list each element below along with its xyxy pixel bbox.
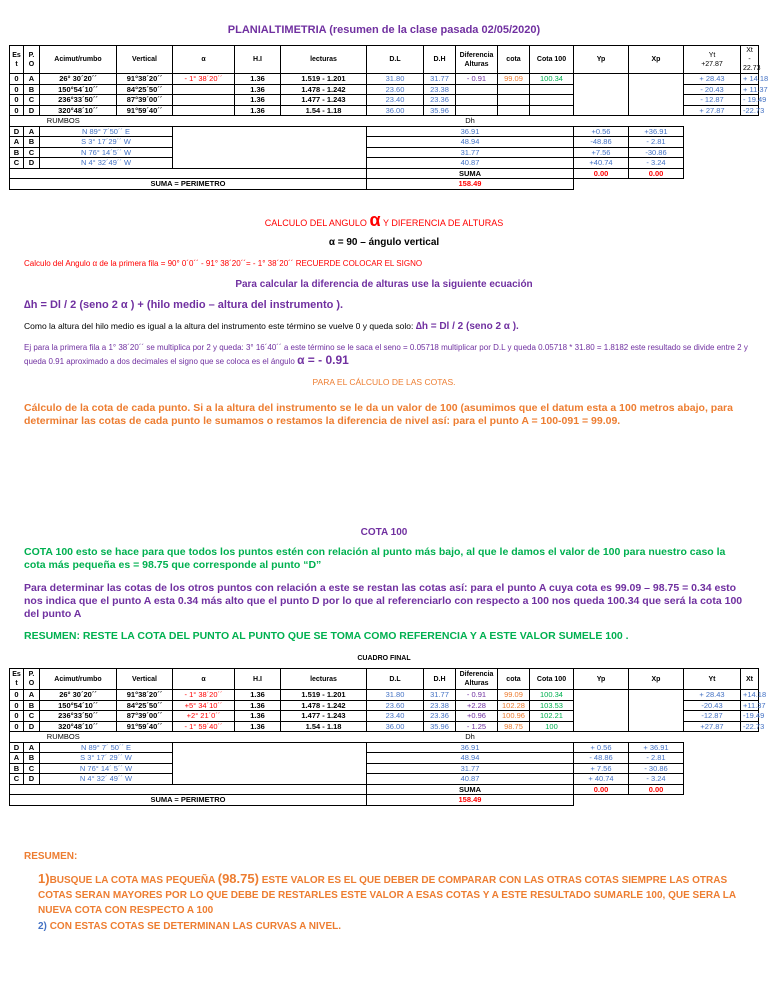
lecturas-cell: 1.519 - 1.201 — [281, 690, 367, 701]
suma-label: SUMA — [367, 784, 574, 795]
cota-cell: 99.09 — [498, 74, 530, 85]
cota-cell — [498, 105, 530, 116]
acimut-cell: 236°33´50´´ — [40, 711, 117, 722]
rumbo-cell: N 89° 7´ 50´´ E — [40, 742, 173, 753]
col-header: D.L — [367, 46, 424, 74]
rumbo-row — [10, 147, 759, 158]
resumen-title: RESUMEN: — [24, 851, 78, 862]
acimut-cell: 320°48´10´´ — [40, 721, 117, 732]
calc-line: Calculo del Angulo α de la primera fila = 90° 0´0´´ - 91° 38´20´´= - 1° 38´20´´ RECUERDE COLOCAR EL SIGNO — [24, 259, 423, 268]
yp-cell: +40.74 — [574, 158, 629, 169]
col-header: D.H — [424, 669, 456, 690]
col-header: Vertical — [117, 669, 173, 690]
como-formula: ∆h = Dl / 2 (seno 2 α ). — [415, 321, 519, 332]
spacer — [10, 168, 367, 179]
col-header: Xp — [629, 46, 684, 74]
from-cell: D — [10, 126, 24, 137]
rumbo-row — [10, 158, 759, 169]
perimetro-label: SUMA = PERIMETRO — [10, 795, 367, 806]
xt-cell: -22.73 — [741, 105, 759, 116]
dif-cell: - 0.91 — [456, 74, 498, 85]
yt-cell: - 12.87 — [684, 95, 741, 106]
rumbo-dh-cell: 40.87 — [367, 774, 574, 785]
rumbo-dh-cell: 48.94 — [367, 753, 574, 764]
xp-cell: - 2.81 — [629, 137, 684, 148]
table-row — [10, 74, 759, 85]
cota100-p2: Para determinar las cotas de los otros puntos con relación a este se restan las cotas así: para el punto A cuya cota es 99.09 – 98.75 = 0.34 esto nos indica que el punto A esta 0.34 más alto que el punto D por lo que al referenciarlo con respecto a 100 nos queda 100.34 que será la cota 100 del punto A — [24, 582, 743, 620]
spacer — [574, 732, 759, 743]
col-header: α — [173, 669, 235, 690]
ej-text: Ej para la primera fila a 1° 38´20´´ se multiplica por 2 y queda: 3° 16´40´´ a este término se le saca el seno = 0.05718 multiplicar por D.L y queda 0.05718 * 31.80 = 1.8182 este resultado se divide entre 2 y queda 0.91 aproximado a dos decimales el signo que se coloca es el ángulo — [24, 343, 748, 366]
lecturas-cell: 1.477 - 1.243 — [281, 95, 367, 106]
cota100-cell — [530, 84, 574, 95]
spacer — [10, 784, 367, 795]
item1-val: (98.75) — [217, 871, 259, 886]
acimut-cell: 150°54´10´´ — [40, 84, 117, 95]
item2-text: CON ESTAS COTAS SE DETERMINAN LAS CURVAS A NIVEL. — [49, 921, 342, 932]
col-header: Es t — [10, 669, 24, 690]
col-header: Diferencia Alturas — [456, 669, 498, 690]
col-header: lecturas — [281, 46, 367, 74]
planialtimetria-table — [9, 45, 768, 190]
dh-cell: 35.96 — [424, 721, 456, 732]
rumbo-cell: N 4° 32´ 49´´ W — [40, 774, 173, 785]
col-header: P. O — [24, 46, 40, 74]
to-cell: C — [24, 147, 40, 158]
yt-cell: -20.43 — [684, 700, 741, 711]
calc-heading — [0, 210, 768, 231]
to-cell: A — [24, 742, 40, 753]
cota100-cell: 100.34 — [530, 690, 574, 701]
lecturas-cell: 1.519 - 1.201 — [281, 74, 367, 85]
rumbo-row — [10, 742, 759, 753]
hi-cell: 1.36 — [235, 95, 281, 106]
yp-cell: + 40.74 — [574, 774, 629, 785]
rumbo-empty — [173, 742, 367, 784]
dl-cell: 31.80 — [367, 690, 424, 701]
alpha-cell: - 1° 59´40´´ — [173, 721, 235, 732]
col-header: Acimut/rumbo — [40, 46, 117, 74]
dl-cell: 36.00 — [367, 105, 424, 116]
est-cell: 0 — [10, 700, 24, 711]
rumbos-label: RUMBOS — [10, 732, 117, 743]
suma-yp: 0.00 — [574, 784, 629, 795]
cota-cell: 100.96 — [498, 711, 530, 722]
col-header: Es t — [10, 46, 24, 74]
est-cell: 0 — [10, 721, 24, 732]
col-header: P. O — [24, 669, 40, 690]
vertical-cell: 87°39´00´´ — [117, 711, 173, 722]
cota100-cell: 100.34 — [530, 74, 574, 85]
yt-cell: + 27.87 — [684, 105, 741, 116]
yp-empty — [574, 690, 629, 732]
from-cell: C — [10, 158, 24, 169]
vertical-cell: 91°59´40´´ — [117, 105, 173, 116]
est-cell: 0 — [10, 690, 24, 701]
from-cell: D — [10, 742, 24, 753]
perimetro-row — [10, 795, 759, 806]
to-cell: B — [24, 753, 40, 764]
po-cell: C — [24, 95, 40, 106]
rumbo-cell: S 3° 17´ 29´´ W — [40, 753, 173, 764]
como-text: Como la altura del hilo medio es igual a la altura del instrumento este término se vuelve 0 y queda solo: — [24, 321, 414, 331]
po-cell: B — [24, 84, 40, 95]
item1-a: BUSQUE LA COTA MAS PEQUEÑA — [49, 875, 215, 886]
po-cell: C — [24, 711, 40, 722]
vertical-cell: 91°59´40´´ — [117, 721, 173, 732]
rumbos-header-row — [10, 732, 759, 743]
xp-cell: - 30.86 — [629, 763, 684, 774]
rumbos-label: RUMBOS — [10, 116, 117, 127]
col-header-xt: Xt - 22.73 — [741, 46, 759, 74]
calc-heading-b: Y DIFERENCIA DE ALTURAS — [383, 218, 504, 228]
alpha-formula: α = 90 – ángulo vertical — [328, 237, 440, 248]
yp-cell: +7.56 — [574, 147, 629, 158]
vertical-cell: 87°39´00´´ — [117, 95, 173, 106]
rumbo-row — [10, 137, 759, 148]
col-header-yt: Yt +27.87 — [684, 46, 741, 74]
dl-cell: 36.00 — [367, 721, 424, 732]
table-row — [10, 690, 759, 701]
dh-cell: 23.36 — [424, 711, 456, 722]
est-cell: 0 — [10, 105, 24, 116]
dif-cell: - 1.25 — [456, 721, 498, 732]
col-header: Diferencia Alturas — [456, 46, 498, 74]
cota100-p1: COTA 100 esto se hace para que todos los puntos estén con relación al punto más bajo, al que le damos el valor de 100 para nuestro caso la cota más pequeña es = 98.75 que corresponde al punto “D” — [24, 546, 726, 571]
spacer — [117, 732, 367, 743]
para-calcular: Para calcular la diferencia de alturas use la siguiente ecuación — [235, 279, 533, 290]
xt-cell: -19.49 — [741, 711, 759, 722]
est-cell: 0 — [10, 711, 24, 722]
rumbo-row — [10, 774, 759, 785]
alpha-cell: - 1° 38´20´´ — [173, 690, 235, 701]
suma-label: SUMA — [367, 168, 574, 179]
rumbo-row — [10, 753, 759, 764]
dl-cell: 23.40 — [367, 711, 424, 722]
col-header: H.I — [235, 669, 281, 690]
rumbo-cell: N 76° 14´ 5´´ W — [40, 763, 173, 774]
xt-cell: -22.73 — [741, 721, 759, 732]
dl-cell: 31.80 — [367, 74, 424, 85]
xp-empty — [629, 74, 684, 116]
hi-cell: 1.36 — [235, 711, 281, 722]
suma-yp: 0.00 — [574, 168, 629, 179]
col-header: D.L — [367, 669, 424, 690]
po-cell: D — [24, 105, 40, 116]
xt-cell: +11.37 — [741, 700, 759, 711]
rumbo-empty — [173, 126, 367, 168]
formula: ∆h = Dl / 2 (seno 2 α ) + (hilo medio – altura del instrumento ). — [24, 299, 344, 311]
col-header: lecturas — [281, 669, 367, 690]
dif-cell — [456, 84, 498, 95]
alpha-cell: +5° 34´10´´ — [173, 700, 235, 711]
dh-label: Dh — [465, 732, 475, 741]
hi-cell: 1.36 — [235, 700, 281, 711]
para-cotas: PARA EL CÁLCULO DE LAS COTAS. — [312, 377, 456, 387]
col-header: Yp — [574, 46, 629, 74]
dh-cell: 31.77 — [424, 74, 456, 85]
po-cell: B — [24, 700, 40, 711]
from-cell: C — [10, 774, 24, 785]
lecturas-cell: 1.477 - 1.243 — [281, 711, 367, 722]
item1-num: 1) — [38, 871, 50, 886]
header-row — [10, 669, 759, 690]
hi-cell: 1.36 — [235, 74, 281, 85]
resumen-item-1 — [38, 871, 738, 918]
xp-empty — [629, 690, 684, 732]
alpha-symbol: α — [369, 210, 381, 230]
from-cell: B — [10, 763, 24, 774]
cota100-cell — [530, 105, 574, 116]
rumbo-row — [10, 763, 759, 774]
rumbo-dh-cell: 36.91 — [367, 126, 574, 137]
rumbo-cell: N 89° 7´50´´ E — [40, 126, 173, 137]
po-cell: A — [24, 74, 40, 85]
cota100-cell: 103.53 — [530, 700, 574, 711]
spacer — [574, 179, 759, 190]
cota-cell: 98.75 — [498, 721, 530, 732]
acimut-cell: 236°33´50´´ — [40, 95, 117, 106]
est-cell: 0 — [10, 74, 24, 85]
cota100-cell — [530, 95, 574, 106]
ej-paragraph — [24, 341, 748, 368]
suma-row — [10, 168, 759, 179]
dh-cell: 35.96 — [424, 105, 456, 116]
dif-cell: +0.96 — [456, 711, 498, 722]
como-line — [24, 321, 754, 332]
alpha-cell — [173, 84, 235, 95]
to-cell: D — [24, 774, 40, 785]
calc-heading-a: CALCULO DEL ANGULO — [264, 218, 367, 228]
yp-empty — [574, 74, 629, 116]
hi-cell: 1.36 — [235, 84, 281, 95]
acimut-cell: 26° 30´20´´ — [40, 74, 117, 85]
col-header: Yt — [684, 669, 741, 690]
from-cell: A — [10, 753, 24, 764]
from-cell: B — [10, 147, 24, 158]
acimut-cell: 150°54´10´´ — [40, 700, 117, 711]
vertical-cell: 91°38´20´´ — [117, 74, 173, 85]
est-cell: 0 — [10, 95, 24, 106]
xp-cell: -30.86 — [629, 147, 684, 158]
dh-label: Dh — [465, 116, 475, 125]
rumbo-row — [10, 126, 759, 137]
spacer — [574, 116, 759, 127]
from-cell: A — [10, 137, 24, 148]
lecturas-cell: 1.478 - 1.242 — [281, 84, 367, 95]
yt-cell: - 20.43 — [684, 84, 741, 95]
cuadro-final-table — [9, 668, 767, 806]
rumbos-header-row — [10, 116, 759, 127]
perimetro-value: 158.49 — [367, 795, 574, 806]
rumbo-dh-cell: 31.77 — [367, 763, 574, 774]
hi-cell: 1.36 — [235, 105, 281, 116]
xt-cell: +14.18 — [741, 690, 759, 701]
dl-cell: 23.60 — [367, 84, 424, 95]
yp-cell: + 7.56 — [574, 763, 629, 774]
dif-cell — [456, 105, 498, 116]
yt-cell: + 28.43 — [684, 74, 741, 85]
yt-cell: + 28.43 — [684, 690, 741, 701]
header-row — [10, 46, 759, 74]
item1-b: ESTE VALOR ES EL QUE DEBER DE COMPARAR CON LAS OTRAS COTAS SIEMPRE LAS OTRAS COTAS SERAN MAYORES POR LO QUE DEBE DE RESTARLES ESTE VALOR A ESAS COTAS Y A ESTE RESULTADO SUMARLE 100, QUE SERA LA NUEVA COTA CON RESPECTO A 100 — [38, 875, 736, 916]
col-header: D.H — [424, 46, 456, 74]
hi-cell: 1.36 — [235, 721, 281, 732]
hi-cell: 1.36 — [235, 690, 281, 701]
perimetro-value: 158.49 — [367, 179, 574, 190]
xp-cell: - 3.24 — [629, 774, 684, 785]
col-header: Yp — [574, 669, 629, 690]
po-cell: D — [24, 721, 40, 732]
rumbo-dh-cell: 48.94 — [367, 137, 574, 148]
calculo-cota: Cálculo de la cota de cada punto. Si a la altura del instrumento se le da un valor de 100 (asumimos que el datum esta a 100 metros abajo, para determinar las cotas de cada punto le sumamos o restamos la diferencia de nivel así: para el punto A = 100-091 = 99.09. — [24, 402, 733, 427]
suma-xp: 0.00 — [629, 784, 684, 795]
rumbo-dh-cell: 40.87 — [367, 158, 574, 169]
resumen-line: RESUMEN: RESTE LA COTA DEL PUNTO AL PUNTO QUE SE TOMA COMO REFERENCIA Y A ESTE VALOR SUMELE 100 . — [24, 630, 629, 642]
dh-cell: 23.38 — [424, 700, 456, 711]
yt-cell: +27.87 — [684, 721, 741, 732]
col-header: Xt — [741, 669, 759, 690]
spacer — [574, 795, 759, 806]
xp-cell: + 36.91 — [629, 742, 684, 753]
col-header: α — [173, 46, 235, 74]
perimetro-label: SUMA = PERIMETRO — [10, 179, 367, 190]
dh-cell: 23.36 — [424, 95, 456, 106]
lecturas-cell: 1.478 - 1.242 — [281, 700, 367, 711]
to-cell: B — [24, 137, 40, 148]
cota-cell: 102.28 — [498, 700, 530, 711]
lecturas-cell: 1.54 - 1.18 — [281, 721, 367, 732]
col-header: Xp — [629, 669, 684, 690]
dif-cell: +2.28 — [456, 700, 498, 711]
col-header: cota — [498, 46, 530, 74]
item2-num: 2) — [38, 921, 47, 932]
page-title: PLANIALTIMETRIA (resumen de la clase pasada 02/05/2020) — [227, 24, 541, 36]
xt-cell: - 19.49 — [741, 95, 759, 106]
est-cell: 0 — [10, 84, 24, 95]
spacer — [684, 742, 759, 795]
alpha-cell — [173, 105, 235, 116]
cota100-cell: 102.21 — [530, 711, 574, 722]
lecturas-cell: 1.54 - 1.18 — [281, 105, 367, 116]
spacer — [117, 116, 367, 127]
yt-cell: -12.87 — [684, 711, 741, 722]
dif-cell: - 0.91 — [456, 690, 498, 701]
yp-cell: - 48.86 — [574, 753, 629, 764]
col-header: Cota 100 — [530, 46, 574, 74]
cota100-title: COTA 100 — [360, 527, 408, 538]
to-cell: D — [24, 158, 40, 169]
xt-cell: + 11.37 — [741, 84, 759, 95]
suma-xp: 0.00 — [629, 168, 684, 179]
acimut-cell: 26° 30´20´´ — [40, 690, 117, 701]
rumbo-cell: N 76° 14´5´´ W — [40, 147, 173, 158]
yp-cell: -48.86 — [574, 137, 629, 148]
rumbo-cell: S 3° 17´29´´ W — [40, 137, 173, 148]
dl-cell: 23.40 — [367, 95, 424, 106]
rumbo-dh-cell: 31.77 — [367, 147, 574, 158]
vertical-cell: 91°38´20´´ — [117, 690, 173, 701]
po-cell: A — [24, 690, 40, 701]
dl-cell: 23.60 — [367, 700, 424, 711]
cota-cell — [498, 84, 530, 95]
to-cell: A — [24, 126, 40, 137]
yp-cell: + 0.56 — [574, 742, 629, 753]
cota100-cell: 100 — [530, 721, 574, 732]
col-header: Vertical — [117, 46, 173, 74]
acimut-cell: 320°48´10´´ — [40, 105, 117, 116]
spacer — [684, 126, 759, 179]
dif-cell — [456, 95, 498, 106]
cuadro-final: CUADRO FINAL — [357, 655, 411, 662]
dh-cell: 23.38 — [424, 84, 456, 95]
rumbo-cell: N 4° 32´49´´ W — [40, 158, 173, 169]
cota-cell — [498, 95, 530, 106]
rumbo-dh-cell: 36.91 — [367, 742, 574, 753]
dh-cell: 31.77 — [424, 690, 456, 701]
perimetro-row — [10, 179, 759, 190]
col-header: H.I — [235, 46, 281, 74]
xp-cell: - 3.24 — [629, 158, 684, 169]
col-header: Cota 100 — [530, 669, 574, 690]
alpha-cell — [173, 95, 235, 106]
vertical-cell: 84°25´50´´ — [117, 700, 173, 711]
resumen-item-2 — [38, 921, 738, 932]
xp-cell: +36.91 — [629, 126, 684, 137]
col-header: cota — [498, 669, 530, 690]
xp-cell: - 2.81 — [629, 753, 684, 764]
cota-cell: 99.09 — [498, 690, 530, 701]
to-cell: C — [24, 763, 40, 774]
col-header: Acimut/rumbo — [40, 669, 117, 690]
ej-result: α = - 0.91 — [297, 353, 349, 367]
xt-cell: + 14.18 — [741, 74, 759, 85]
vertical-cell: 84°25´50´´ — [117, 84, 173, 95]
alpha-cell: - 1° 38´20´´ — [173, 74, 235, 85]
yp-cell: +0.56 — [574, 126, 629, 137]
alpha-cell: +2° 21´0´´ — [173, 711, 235, 722]
suma-row — [10, 784, 759, 795]
